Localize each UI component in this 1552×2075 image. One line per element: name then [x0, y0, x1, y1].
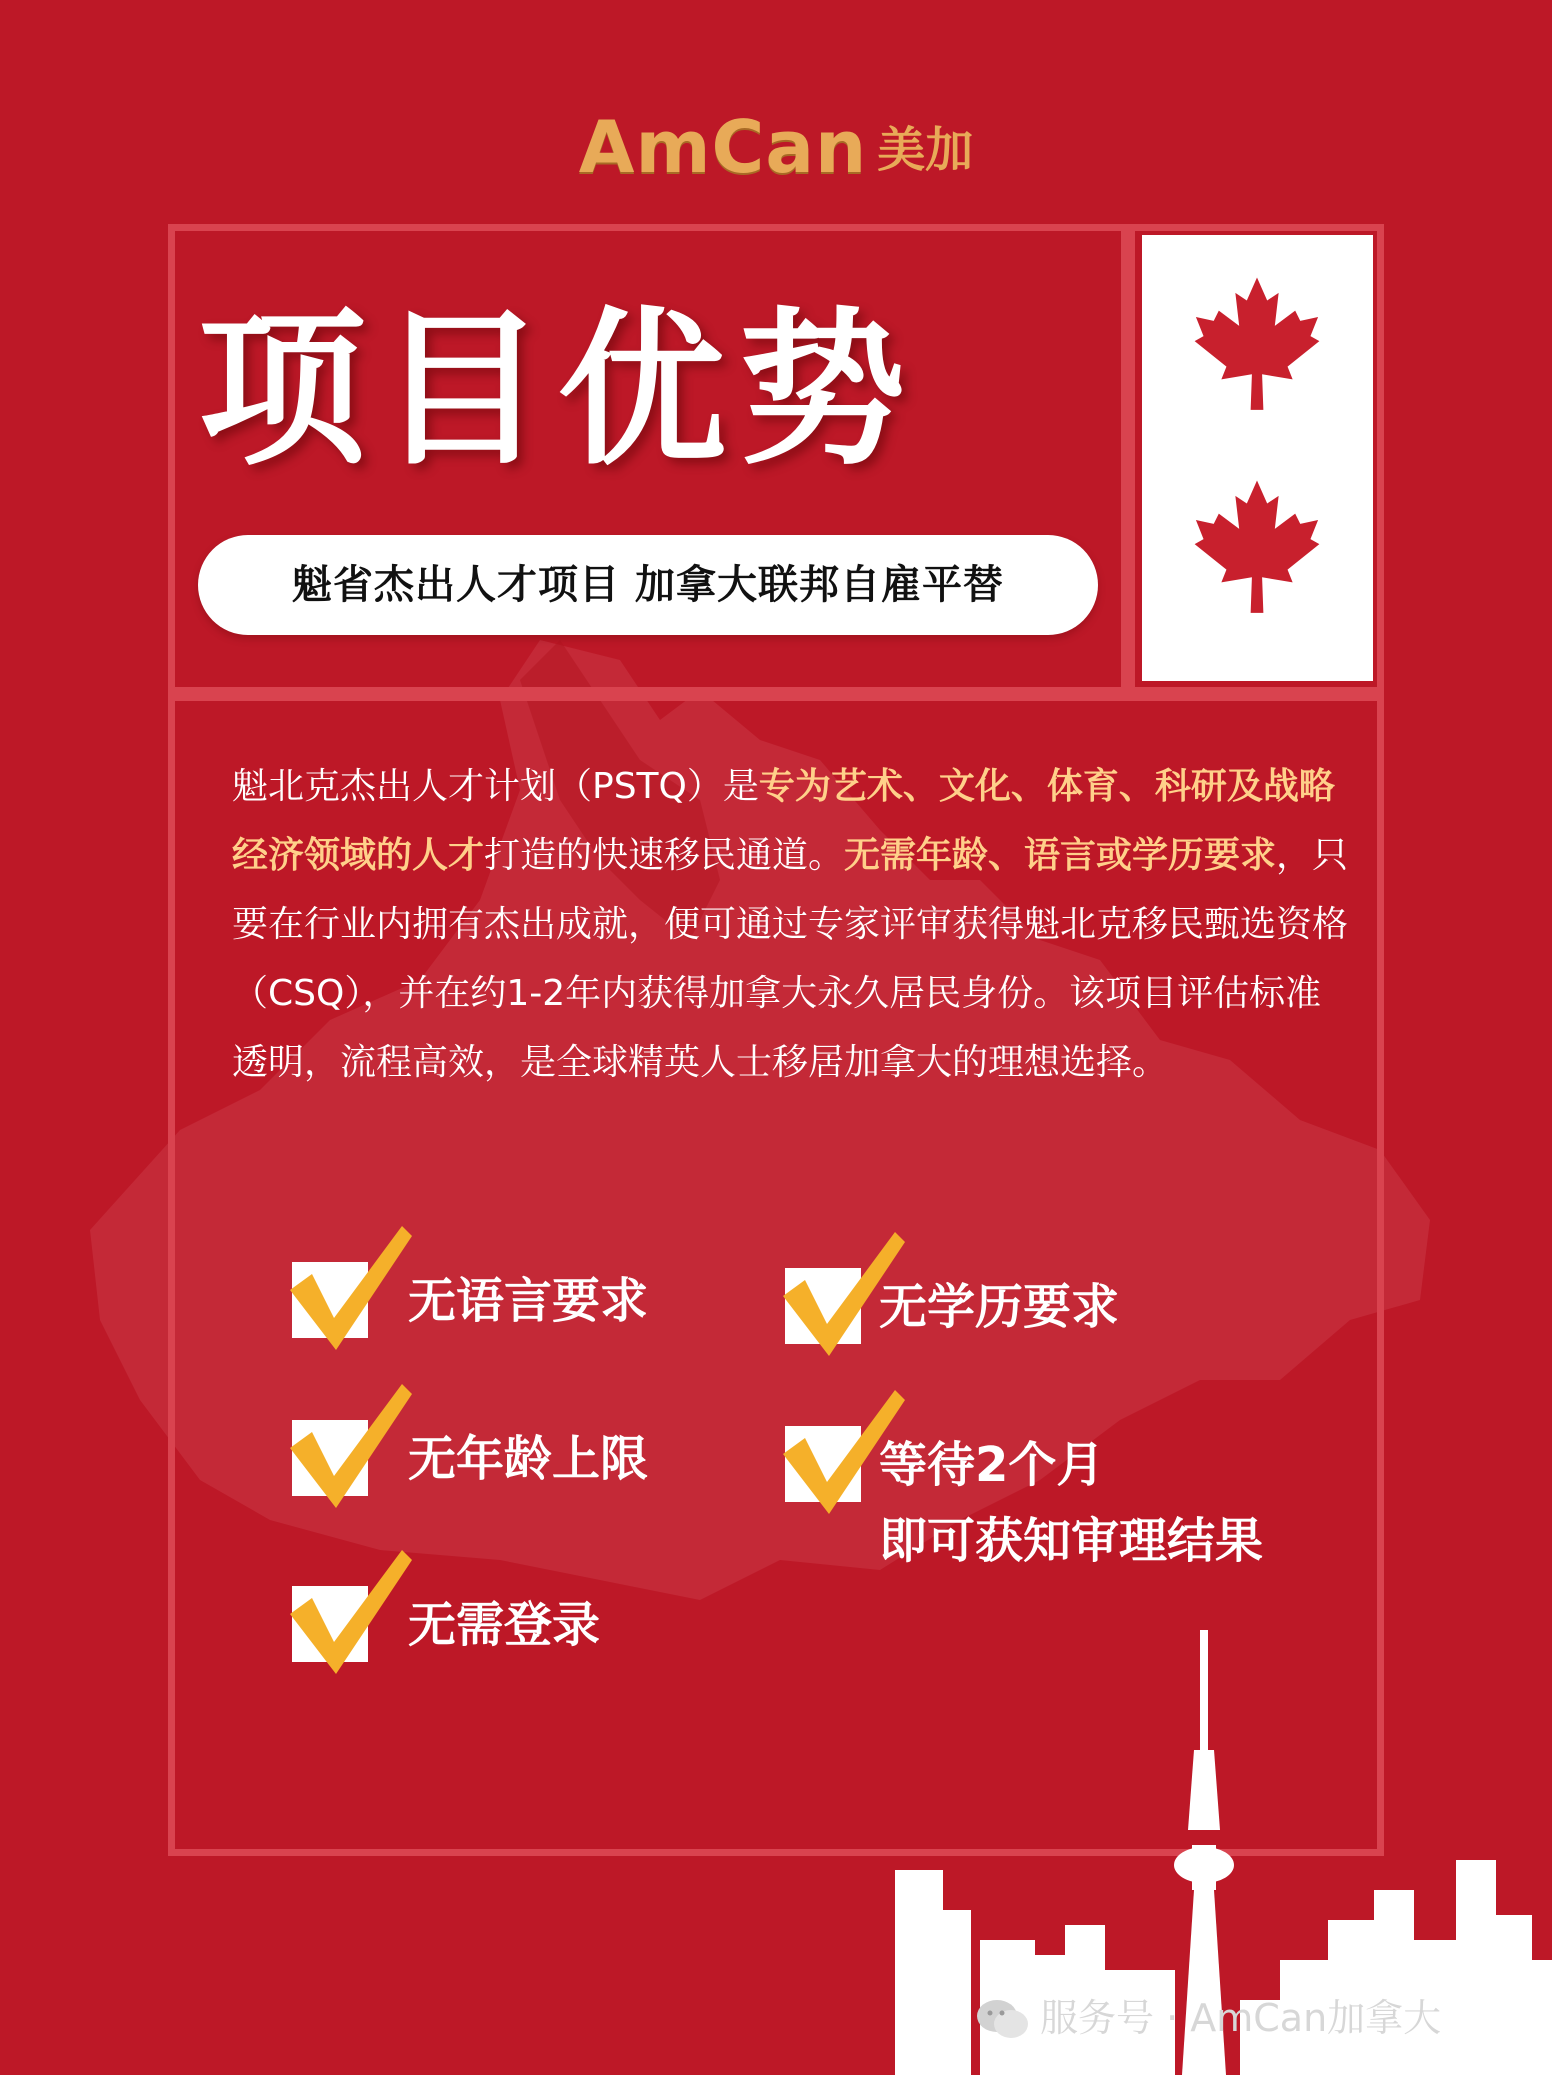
feature-label: 等待2个月 — [879, 1437, 1105, 1493]
maple-leaf-icon — [1192, 275, 1322, 415]
feature-label-line2: 即可获知审理结果 — [879, 1513, 1264, 1569]
feature-label: 无语言要求 — [408, 1273, 649, 1329]
brand-cjk: 美加 — [877, 122, 974, 178]
intro-highlight: 专为艺术、文化、体育、科研及战略经济领域的人才 — [232, 766, 1335, 876]
intro-highlight: 无需年龄、语言或学历要求 — [844, 835, 1277, 876]
feature-label: 无学历要求 — [879, 1279, 1120, 1335]
feature-label: 无年龄上限 — [408, 1431, 649, 1487]
intro-paragraph — [232, 752, 1352, 1097]
wechat-icon — [975, 1996, 1031, 2042]
watermark-text: 服务号 · AmCan加拿大 — [1040, 1996, 1442, 2040]
intro-text: 打造的快速移民通道。 — [484, 835, 845, 876]
intro-text: 魁北克杰出人才计划（PSTQ）是 — [232, 766, 759, 807]
check-icon — [282, 1222, 422, 1352]
brand-latin: AmCan — [578, 105, 868, 189]
maple-leaf-icon — [1192, 478, 1322, 618]
flag-panel — [1142, 235, 1373, 681]
subtitle-text: 魁省杰出人才项目 加拿大联邦自雇平替 — [292, 562, 1004, 608]
feature-label: 无需登录 — [408, 1597, 601, 1653]
intro-text: ，只要在行业内拥有杰出成就，便可通过专家评审获得魁北克移民甄选资格（CSQ），并在约1-2年内获得加拿大永久居民身份。该项目评估标准透明，流程高效，是全球精英人士移居加拿大的理想选择。 — [232, 835, 1349, 1083]
page-title: 项目优势 — [198, 292, 918, 488]
brand-logo — [0, 105, 1552, 189]
check-icon — [282, 1380, 422, 1510]
check-icon — [282, 1546, 422, 1676]
